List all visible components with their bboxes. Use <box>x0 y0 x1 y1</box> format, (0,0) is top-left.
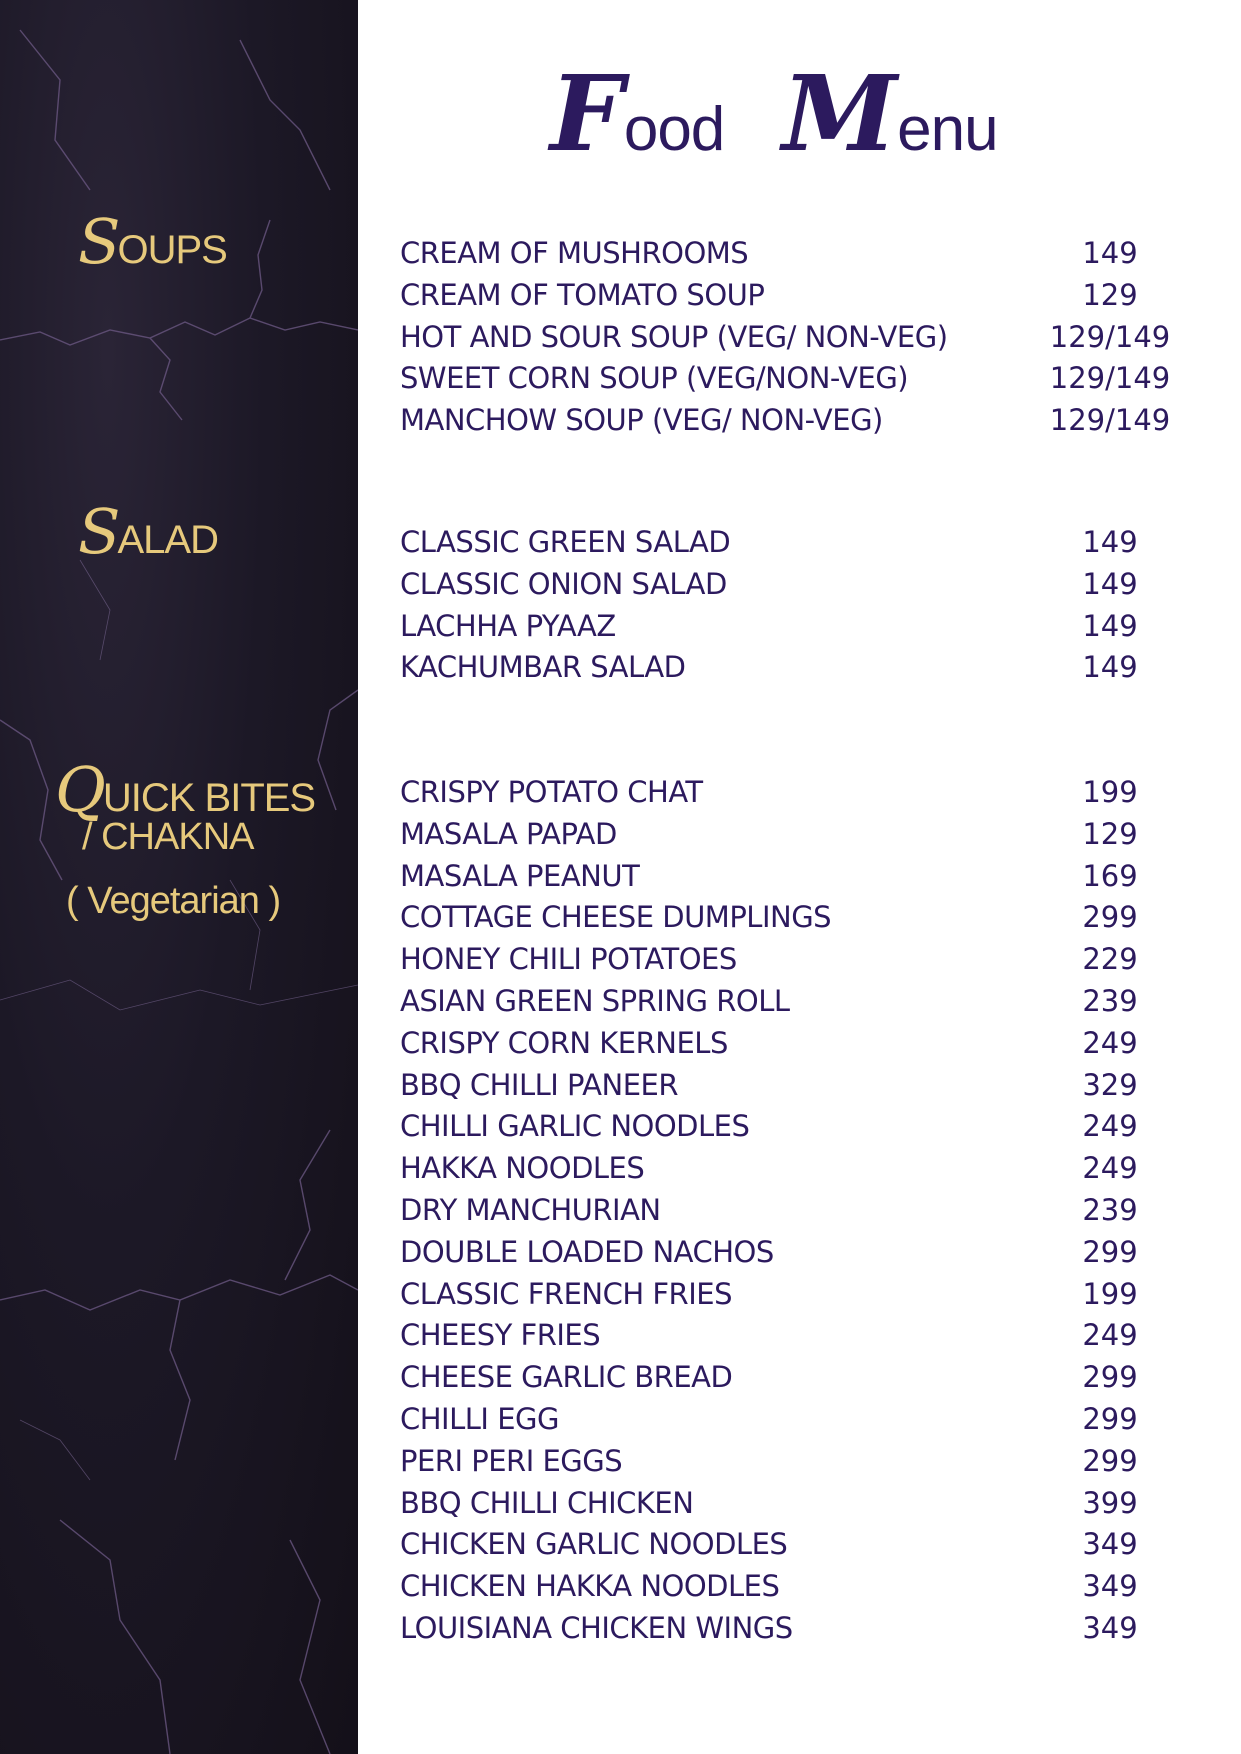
menu-item <box>400 1106 1190 1148</box>
menu-item-price: 129 <box>1082 816 1138 851</box>
menu-item-price: 129/149 <box>1049 319 1171 354</box>
menu-item-name: LOUISIANA CHICKEN WINGS <box>400 1610 793 1645</box>
menu-item <box>400 772 1190 814</box>
menu-item <box>400 1232 1190 1274</box>
title-word-rest: ood <box>623 95 725 164</box>
page-title-word-food <box>550 52 725 175</box>
menu-item-price: 349 <box>1082 1527 1138 1562</box>
menu-item-name: SWEET CORN SOUP (VEG/NON-VEG) <box>400 361 909 396</box>
menu-item-name: CHEESE GARLIC BREAD <box>400 1360 733 1395</box>
menu-item <box>400 939 1190 981</box>
menu-item-price: 149 <box>1082 236 1138 270</box>
menu-item <box>400 1399 1190 1441</box>
page-title-word-menu <box>782 52 998 175</box>
menu-item <box>400 1357 1190 1399</box>
menu-item <box>400 1148 1190 1190</box>
menu-item-price: 239 <box>1082 983 1138 1018</box>
menu-item <box>400 1023 1190 1065</box>
menu-item-price: 299 <box>1082 900 1138 935</box>
menu-item-price: 399 <box>1082 1485 1138 1520</box>
menu-item-name: HOT AND SOUR SOUP (VEG/ NON-VEG) <box>400 319 948 354</box>
menu-item-name: HONEY CHILI POTATOES <box>400 942 737 977</box>
menu-item-name: CLASSIC GREEN SALAD <box>400 525 731 559</box>
menu-item <box>400 400 1190 442</box>
menu-item <box>400 606 1190 648</box>
section-title-text: UICK BITES <box>102 776 316 820</box>
menu-item <box>400 856 1190 898</box>
menu-item-price: 229 <box>1082 942 1138 977</box>
menu-item-name: CRISPY POTATO CHAT <box>400 775 703 809</box>
menu-item-price: 199 <box>1082 1276 1138 1311</box>
menu-list-salad <box>400 522 1190 689</box>
menu-item <box>400 1524 1190 1566</box>
menu-item-price: 149 <box>1082 525 1138 559</box>
menu-item <box>400 1566 1190 1608</box>
menu-item <box>400 275 1190 317</box>
menu-item <box>400 1274 1190 1316</box>
menu-item-name: MASALA PAPAD <box>400 816 617 851</box>
menu-item-price: 149 <box>1082 650 1138 685</box>
menu-item-name: CREAM OF MUSHROOMS <box>400 236 749 270</box>
menu-item-name: LACHHA PYAAZ <box>400 608 616 643</box>
menu-item-name: BBQ CHILLI CHICKEN <box>400 1485 694 1520</box>
section-title-text: OUPS <box>117 228 227 272</box>
menu-item-name: CHILLI EGG <box>400 1401 559 1436</box>
menu-item-price: 299 <box>1082 1443 1138 1478</box>
menu-item <box>400 564 1190 606</box>
menu-item-price: 299 <box>1082 1234 1138 1269</box>
menu-item-price: 149 <box>1082 566 1138 601</box>
menu-item-name: COTTAGE CHEESE DUMPLINGS <box>400 900 832 935</box>
menu-item-name: CHICKEN GARLIC NOODLES <box>400 1527 788 1562</box>
section-title-initial: S <box>78 205 120 278</box>
menu-item-price: 249 <box>1082 1025 1138 1060</box>
menu-item-price: 239 <box>1082 1192 1138 1227</box>
menu-item <box>400 233 1190 275</box>
menu-item <box>400 647 1190 689</box>
menu-item <box>400 1441 1190 1483</box>
menu-item-price: 199 <box>1082 775 1138 809</box>
menu-item <box>400 981 1190 1023</box>
section-title-text: ALAD <box>117 518 218 562</box>
section-subtitle-chakna: / CHAKNA <box>82 816 254 858</box>
menu-item-price: 129/149 <box>1049 361 1171 396</box>
menu-item <box>400 522 1190 564</box>
menu-list-quick-bites <box>400 772 1190 1650</box>
menu-item-name: CRISPY CORN KERNELS <box>400 1025 728 1060</box>
menu-item <box>400 1190 1190 1232</box>
menu-item <box>400 317 1190 359</box>
menu-item-name: DOUBLE LOADED NACHOS <box>400 1234 774 1269</box>
menu-item-name: DRY MANCHURIAN <box>400 1192 661 1227</box>
menu-item <box>400 897 1190 939</box>
title-initial: M <box>782 52 898 175</box>
menu-item <box>400 1483 1190 1525</box>
menu-item-name: CHICKEN HAKKA NOODLES <box>400 1569 780 1604</box>
menu-item-name: CHEESY FRIES <box>400 1318 601 1353</box>
menu-item-price: 249 <box>1082 1109 1138 1144</box>
section-title-initial: Q <box>55 753 105 826</box>
menu-item-name: CLASSIC ONION SALAD <box>400 566 727 601</box>
menu-item-price: 329 <box>1082 1067 1138 1102</box>
section-title-initial: S <box>78 495 120 568</box>
page-title <box>550 52 1070 182</box>
menu-item-price: 299 <box>1082 1401 1138 1436</box>
menu-item-price: 129/149 <box>1049 403 1171 438</box>
menu-item <box>400 814 1190 856</box>
menu-item-price: 349 <box>1082 1610 1138 1645</box>
menu-item-price: 249 <box>1082 1318 1138 1353</box>
section-title-soups <box>78 205 227 278</box>
menu-item-price: 169 <box>1082 858 1138 893</box>
menu-item <box>400 1065 1190 1107</box>
menu-item-price: 149 <box>1082 608 1138 643</box>
menu-list-soups <box>400 233 1190 442</box>
menu-item-name: MASALA PEANUT <box>400 858 640 893</box>
section-title-salad <box>78 495 218 568</box>
menu-item-name: ASIAN GREEN SPRING ROLL <box>400 983 790 1018</box>
menu-item <box>400 358 1190 400</box>
menu-item-price: 299 <box>1082 1360 1138 1395</box>
menu-item-name: HAKKA NOODLES <box>400 1151 645 1186</box>
menu-item-name: CLASSIC FRENCH FRIES <box>400 1276 732 1311</box>
menu-item-name: CHILLI GARLIC NOODLES <box>400 1109 750 1144</box>
title-initial: F <box>550 52 624 175</box>
title-word-rest: enu <box>897 95 998 164</box>
menu-item-name: MANCHOW SOUP (VEG/ NON-VEG) <box>400 403 883 438</box>
menu-item <box>400 1608 1190 1650</box>
section-subtitle-vegetarian: ( Vegetarian ) <box>66 880 281 922</box>
menu-item-name: KACHUMBAR SALAD <box>400 650 686 685</box>
menu-item <box>400 1315 1190 1357</box>
menu-item-name: PERI PERI EGGS <box>400 1443 623 1478</box>
menu-item-name: BBQ CHILLI PANEER <box>400 1067 678 1102</box>
menu-item-price: 349 <box>1082 1569 1138 1604</box>
marble-sidebar <box>0 0 358 1754</box>
menu-item-price: 129 <box>1082 277 1138 312</box>
menu-item-price: 249 <box>1082 1151 1138 1186</box>
menu-item-name: CREAM OF TOMATO SOUP <box>400 277 765 312</box>
